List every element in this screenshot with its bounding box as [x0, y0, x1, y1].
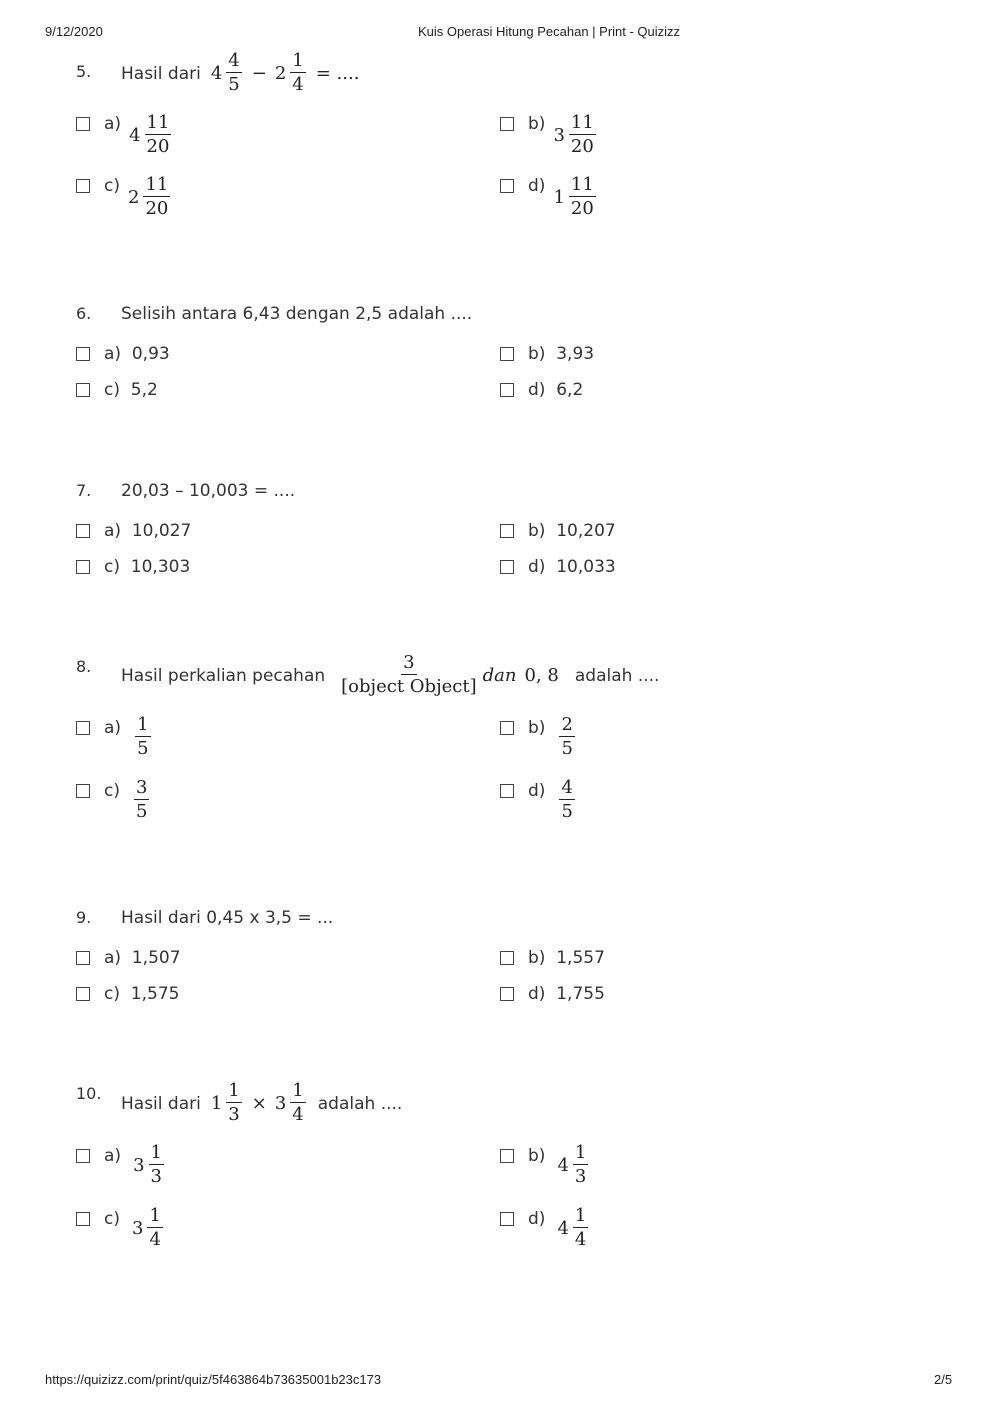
- option-letter: b): [528, 1146, 546, 1166]
- option-d[interactable]: [500, 176, 598, 221]
- mixed-whole: 3: [131, 1218, 144, 1239]
- question-text: Hasil dari 0,45 x 3,5 = ...: [121, 908, 334, 928]
- option-label: a) 0,93: [104, 344, 170, 364]
- question-number: 10.: [76, 1084, 102, 1103]
- checkbox[interactable]: [76, 524, 90, 538]
- mixed-whole: 4: [557, 1218, 569, 1239]
- decimal-value: 0, 8: [524, 665, 559, 686]
- checkbox[interactable]: [76, 560, 90, 574]
- fraction: [149, 1142, 164, 1189]
- question-prefix: Hasil dari: [121, 63, 201, 84]
- checkbox[interactable]: [500, 987, 514, 1001]
- option-a[interactable]: [76, 948, 181, 968]
- checkbox[interactable]: [76, 1212, 90, 1226]
- option-value: [132, 777, 151, 824]
- option-d[interactable]: [500, 777, 577, 824]
- denominator: 3: [150, 1166, 162, 1187]
- denominator: [object Object]: [341, 676, 477, 697]
- option-c[interactable]: [76, 777, 151, 824]
- option-value: [553, 174, 597, 221]
- question-suffix: adalah ....: [317, 1093, 403, 1114]
- numerator: 4: [561, 777, 573, 798]
- fraction: [226, 50, 241, 97]
- mixed-whole: 3: [133, 1155, 145, 1176]
- option-value: [128, 174, 172, 221]
- question-text: 20,03 – 10,003 = ....: [121, 481, 296, 501]
- numerator: 3: [135, 777, 148, 798]
- option-b[interactable]: [500, 114, 598, 159]
- numerator: 1: [149, 1205, 161, 1226]
- option-label: c) 5,2: [104, 380, 158, 400]
- checkbox[interactable]: [500, 524, 514, 538]
- option-label: b) 1,557: [528, 948, 605, 968]
- option-a[interactable]: [76, 714, 153, 761]
- option-value: [553, 112, 597, 159]
- page-number: 2/5: [934, 1372, 953, 1387]
- numerator: 1: [574, 1142, 587, 1163]
- denominator: 3: [574, 1166, 587, 1187]
- denominator: 20: [146, 136, 170, 157]
- checkbox[interactable]: [500, 347, 514, 361]
- checkbox[interactable]: [500, 117, 514, 131]
- option-letter: a): [104, 718, 122, 738]
- option-letter: c): [104, 1209, 120, 1229]
- question-text: [121, 1080, 402, 1127]
- expression: [337, 652, 559, 699]
- option-c[interactable]: [76, 176, 172, 221]
- question-number: 9.: [76, 908, 92, 927]
- option-value: [557, 1142, 590, 1189]
- option-letter: b): [528, 114, 546, 134]
- option-label: b) 3,93: [528, 344, 595, 364]
- numerator: 11: [570, 174, 594, 195]
- denominator: 5: [137, 738, 149, 759]
- option-b[interactable]: [500, 344, 594, 364]
- checkbox[interactable]: [500, 951, 514, 965]
- mixed-whole: 3: [553, 125, 565, 146]
- numerator: 1: [150, 1142, 162, 1163]
- fraction: [290, 1080, 305, 1127]
- option-value: [557, 777, 576, 824]
- option-letter: b): [528, 718, 546, 738]
- option-label: c) 1,575: [104, 984, 180, 1004]
- mixed-whole: 1: [553, 187, 565, 208]
- option-b[interactable]: [500, 521, 616, 541]
- expression: [211, 1080, 308, 1127]
- question-text: [121, 652, 659, 699]
- option-letter: a): [104, 114, 122, 134]
- denominator: 4: [292, 74, 304, 95]
- fraction: [145, 112, 172, 159]
- question-number: 6.: [76, 304, 92, 323]
- option-label: d) 1,755: [528, 984, 605, 1004]
- option-label: a) 10,027: [104, 521, 192, 541]
- denominator: 5: [561, 801, 573, 822]
- checkbox[interactable]: [500, 560, 514, 574]
- option-label: a) 1,507: [104, 948, 181, 968]
- expression: [211, 50, 360, 97]
- numerator: 3: [403, 652, 415, 673]
- option-b[interactable]: [500, 714, 577, 761]
- option-b[interactable]: [500, 1142, 590, 1189]
- fraction: [569, 174, 596, 221]
- mixed-whole: 4: [129, 125, 141, 146]
- checkbox[interactable]: [76, 383, 90, 397]
- numerator: 1: [292, 1080, 304, 1101]
- print-date: 9/12/2020: [45, 24, 103, 39]
- option-label: d) 10,033: [528, 557, 616, 577]
- fraction: [559, 777, 574, 824]
- option-a[interactable]: [76, 344, 170, 364]
- question-prefix: Hasil perkalian pecahan: [121, 665, 326, 686]
- fraction: [573, 1142, 588, 1189]
- checkbox[interactable]: [76, 179, 90, 193]
- question-number: 7.: [76, 481, 92, 500]
- checkbox[interactable]: [500, 179, 514, 193]
- fraction: [339, 652, 479, 699]
- fraction: [559, 714, 574, 761]
- numerator: 1: [574, 1205, 587, 1226]
- option-letter: d): [528, 781, 546, 801]
- option-letter: a): [104, 1146, 122, 1166]
- question-number: 5.: [76, 62, 92, 81]
- checkbox[interactable]: [500, 1149, 514, 1163]
- question-text: Selisih antara 6,43 dengan 2,5 adalah ....: [121, 304, 473, 324]
- fraction: [290, 50, 305, 97]
- option-a[interactable]: [76, 1142, 166, 1189]
- mixed-whole: 2: [127, 187, 140, 208]
- option-d[interactable]: [500, 984, 605, 1004]
- mixed-whole: 4: [210, 63, 223, 84]
- checkbox[interactable]: [500, 721, 514, 735]
- denominator: 20: [570, 136, 594, 157]
- numerator: 1: [228, 1080, 240, 1101]
- option-b[interactable]: [500, 948, 605, 968]
- mixed-whole: 1: [210, 1093, 223, 1114]
- mixed-whole: 2: [274, 63, 287, 84]
- page-title: Kuis Operasi Hitung Pecahan | Print - Quizizz: [418, 24, 681, 39]
- denominator: 3: [228, 1104, 240, 1125]
- checkbox[interactable]: [500, 1212, 514, 1226]
- fraction: [134, 777, 149, 824]
- checkbox[interactable]: [76, 721, 90, 735]
- option-a[interactable]: [76, 114, 173, 159]
- fraction: [226, 1080, 241, 1127]
- denominator: 5: [135, 801, 148, 822]
- option-letter: c): [104, 176, 120, 196]
- checkbox[interactable]: [76, 951, 90, 965]
- question-number: 8.: [76, 657, 92, 676]
- denominator: 4: [574, 1229, 587, 1250]
- fraction: [573, 1205, 588, 1252]
- fraction: [143, 174, 170, 221]
- option-a[interactable]: [76, 521, 191, 541]
- mixed-whole: 4: [557, 1155, 569, 1176]
- option-label: b) 10,207: [528, 521, 616, 541]
- numerator: 1: [137, 714, 149, 735]
- option-letter: d): [528, 176, 546, 196]
- numerator: 2: [561, 714, 573, 735]
- fraction: [569, 112, 596, 159]
- option-d[interactable]: [500, 1205, 590, 1252]
- checkbox[interactable]: [76, 117, 90, 131]
- question-suffix: adalah ....: [574, 665, 660, 686]
- option-value: [129, 112, 173, 159]
- footer-url: https://quizizz.com/print/quiz/5f463864b73635001b23c173: [45, 1372, 382, 1387]
- question-prefix: Hasil dari: [121, 1093, 201, 1114]
- operator: ×: [251, 1093, 267, 1114]
- option-c[interactable]: [76, 984, 179, 1004]
- option-letter: c): [104, 781, 120, 801]
- option-label: d) 6,2: [528, 380, 584, 400]
- option-value: [557, 714, 576, 761]
- denominator: 20: [145, 198, 169, 219]
- word-dan: dan: [482, 665, 517, 686]
- equals-ellipsis: = ....: [315, 63, 360, 84]
- option-letter: d): [528, 1209, 546, 1229]
- option-c[interactable]: [76, 1205, 165, 1252]
- fraction: [135, 714, 150, 761]
- checkbox[interactable]: [500, 383, 514, 397]
- option-value: [132, 1205, 165, 1252]
- mixed-whole: 3: [274, 1093, 287, 1114]
- question-text: [121, 50, 359, 97]
- numerator: 4: [228, 50, 240, 71]
- numerator: 1: [292, 50, 304, 71]
- option-value: [133, 714, 152, 761]
- checkbox[interactable]: [500, 784, 514, 798]
- denominator: 4: [292, 1104, 304, 1125]
- option-label: c) 10,303: [104, 557, 191, 577]
- denominator: 5: [228, 74, 240, 95]
- numerator: 11: [146, 112, 170, 133]
- option-value: [133, 1142, 166, 1189]
- option-c[interactable]: [76, 380, 158, 400]
- fraction: [147, 1205, 162, 1252]
- option-d[interactable]: [500, 557, 616, 577]
- denominator: 20: [570, 198, 594, 219]
- checkbox[interactable]: [76, 1149, 90, 1163]
- numerator: 11: [570, 112, 594, 133]
- denominator: 4: [149, 1229, 161, 1250]
- denominator: 5: [561, 738, 573, 759]
- option-value: [557, 1205, 590, 1252]
- numerator: 11: [145, 174, 169, 195]
- checkbox[interactable]: [76, 784, 90, 798]
- option-c[interactable]: [76, 557, 190, 577]
- option-d[interactable]: [500, 380, 583, 400]
- checkbox[interactable]: [76, 987, 90, 1001]
- checkbox[interactable]: [76, 347, 90, 361]
- operator: −: [251, 63, 267, 84]
